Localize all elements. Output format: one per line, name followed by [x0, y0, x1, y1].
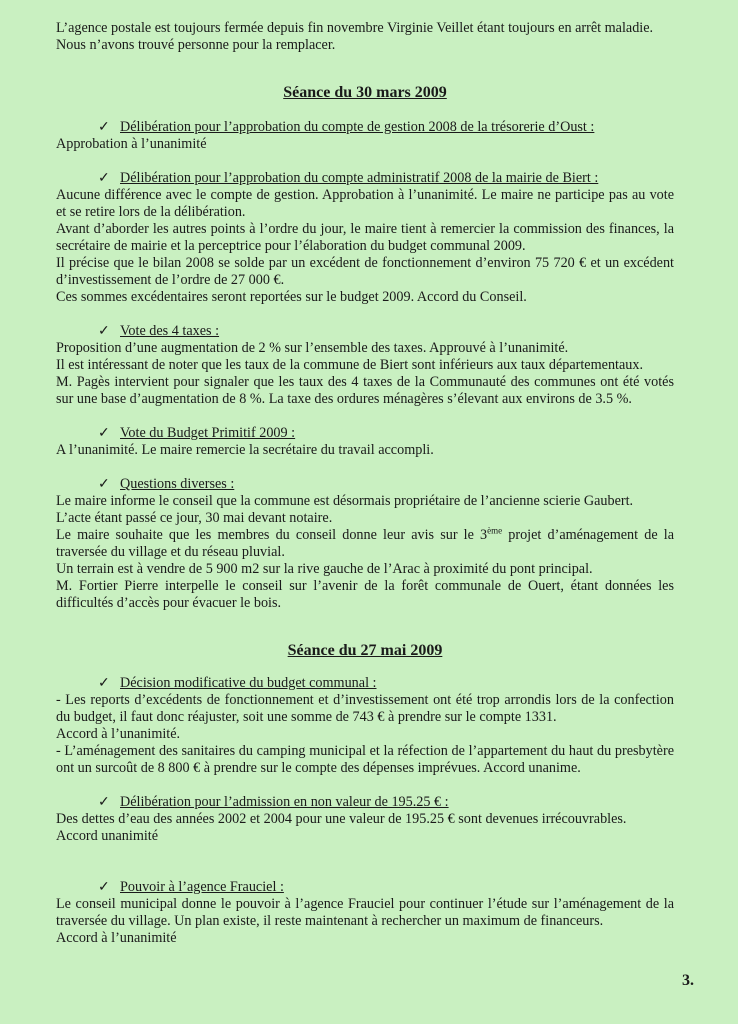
paragraph: Il est intéressant de noter que les taux de la commune de Biert sont inférieurs aux taux départementaux. [56, 357, 644, 373]
paragraph: Aucune différence avec le compte de gestion. Approbation à l’unanimité. Le maire ne participe pas au vote et se retire lors de la délibération. [56, 187, 674, 220]
session-title: Séance du 30 mars 2009 [283, 84, 447, 101]
paragraph: M. Pagès intervient pour signaler que les taux des 4 taxes de la Communauté des communes ont été votés sur une base d’augmentation de 8 %. La taxe des ordures ménagères s’élevant aux environs de 3.5 %. [56, 374, 674, 407]
paragraph: Accord à l’unanimité [56, 930, 177, 946]
paragraph: Proposition d’une augmentation de 2 % sur l’ensemble des taxes. Approuvé à l’unanimité. [56, 340, 569, 356]
agenda-item-heading [98, 323, 674, 340]
paragraph: - Les reports d’excédents de fonctionnement et d’investissement ont été trop arrondis lors de la confection du budget, il faut donc réajuster, soit une somme de 743 € à prendre sur le compte 1331. [56, 692, 674, 725]
agenda-item-heading [98, 170, 674, 187]
checkmark-icon: ✓ [98, 425, 110, 441]
agenda-item-heading [98, 794, 674, 811]
ordinal-superscript: ème [487, 525, 503, 536]
page-number: 3. [682, 972, 694, 989]
checkmark-icon: ✓ [98, 170, 110, 186]
agenda-item-title: Vote des 4 taxes : [120, 323, 220, 339]
agenda-item-heading [98, 425, 674, 442]
intro-line: Nous n’avons trouvé personne pour la remplacer. [56, 37, 336, 53]
paragraph: Le conseil municipal donne le pouvoir à l’agence Frauciel pour continuer l’étude sur l’aménagement de la traversée du village. Un plan existe, il reste maintenant à rechercher un maximum de financeurs. [56, 896, 674, 929]
paragraph: Avant d’aborder les autres points à l’ordre du jour, le maire tient à remercier la commission des finances, la secrétaire de mairie et la perceptrice pour l’élaboration du budget communal 2009. [56, 221, 674, 254]
paragraph-text: Le maire souhaite que les membres du conseil donne leur avis sur le 3 [56, 527, 488, 543]
checkmark-icon: ✓ [98, 323, 110, 339]
agenda-item-title: Décision modificative du budget communal : [120, 675, 377, 691]
checkmark-icon: ✓ [98, 119, 110, 135]
checkmark-icon: ✓ [98, 794, 110, 810]
paragraph: Un terrain est à vendre de 5 900 m2 sur la rive gauche de l’Arac à proximité du pont principal. [56, 561, 593, 577]
paragraph: M. Fortier Pierre interpelle le conseil sur l’avenir de la forêt communale de Ouert, étant données les difficultés d’accès pour évacuer le bois. [56, 578, 674, 611]
checkmark-icon: ✓ [98, 476, 110, 492]
agenda-item-heading [98, 119, 674, 136]
agenda-item-heading [98, 879, 674, 896]
paragraph: Ces sommes excédentaires seront reportées sur le budget 2009. Accord du Conseil. [56, 289, 527, 305]
checkmark-icon: ✓ [98, 879, 110, 895]
agenda-item-heading [98, 675, 674, 692]
paragraph [56, 527, 674, 561]
paragraph: - L’aménagement des sanitaires du camping municipal et la réfection de l’appartement du haut du presbytère ont un surcoût de 8 800 € à prendre sur le compte des dépenses imprévues. Accord unanime. [56, 743, 674, 776]
session-title: Séance du 27 mai 2009 [287, 642, 443, 659]
agenda-item-title: Pouvoir à l’agence Frauciel : [120, 879, 284, 895]
paragraph: Des dettes d’eau des années 2002 et 2004 pour une valeur de 195.25 € sont devenues irrécouvrables. [56, 811, 627, 827]
agenda-item-title: Délibération pour l’admission en non valeur de 195.25 € : [120, 794, 449, 810]
agenda-item-title: Vote du Budget Primitif 2009 : [120, 425, 296, 441]
paragraph: Accord unanimité [56, 828, 159, 844]
paragraph: Accord à l’unanimité. [56, 726, 181, 742]
checkmark-icon: ✓ [98, 675, 110, 691]
paragraph: Il précise que le bilan 2008 se solde par un excédent de fonctionnement d’environ 75 720 € et un excédent d’investissement de l’ordre de 27 000 €. [56, 255, 674, 288]
agenda-item-title: Délibération pour l’approbation du compte de gestion 2008 de la trésorerie d’Oust : [120, 119, 595, 135]
paragraph-text: projet d’aménagement de la traversée du village et du réseau pluvial. [56, 527, 674, 560]
paragraph: Approbation à l’unanimité [56, 136, 207, 152]
paragraph: A l’unanimité. Le maire remercie la secrétaire du travail accompli. [56, 442, 434, 458]
agenda-item-title: Questions diverses : [120, 476, 235, 492]
paragraph: Le maire informe le conseil que la commune est désormais propriétaire de l’ancienne scierie Gaubert. [56, 493, 634, 509]
intro-line: L’agence postale est toujours fermée depuis fin novembre Virginie Veillet étant toujours en arrêt maladie. [56, 20, 654, 36]
paragraph: L’acte étant passé ce jour, 30 mai devant notaire. [56, 510, 333, 526]
agenda-item-title: Délibération pour l’approbation du compte administratif 2008 de la mairie de Biert : [120, 170, 599, 186]
agenda-item-heading [98, 476, 674, 493]
